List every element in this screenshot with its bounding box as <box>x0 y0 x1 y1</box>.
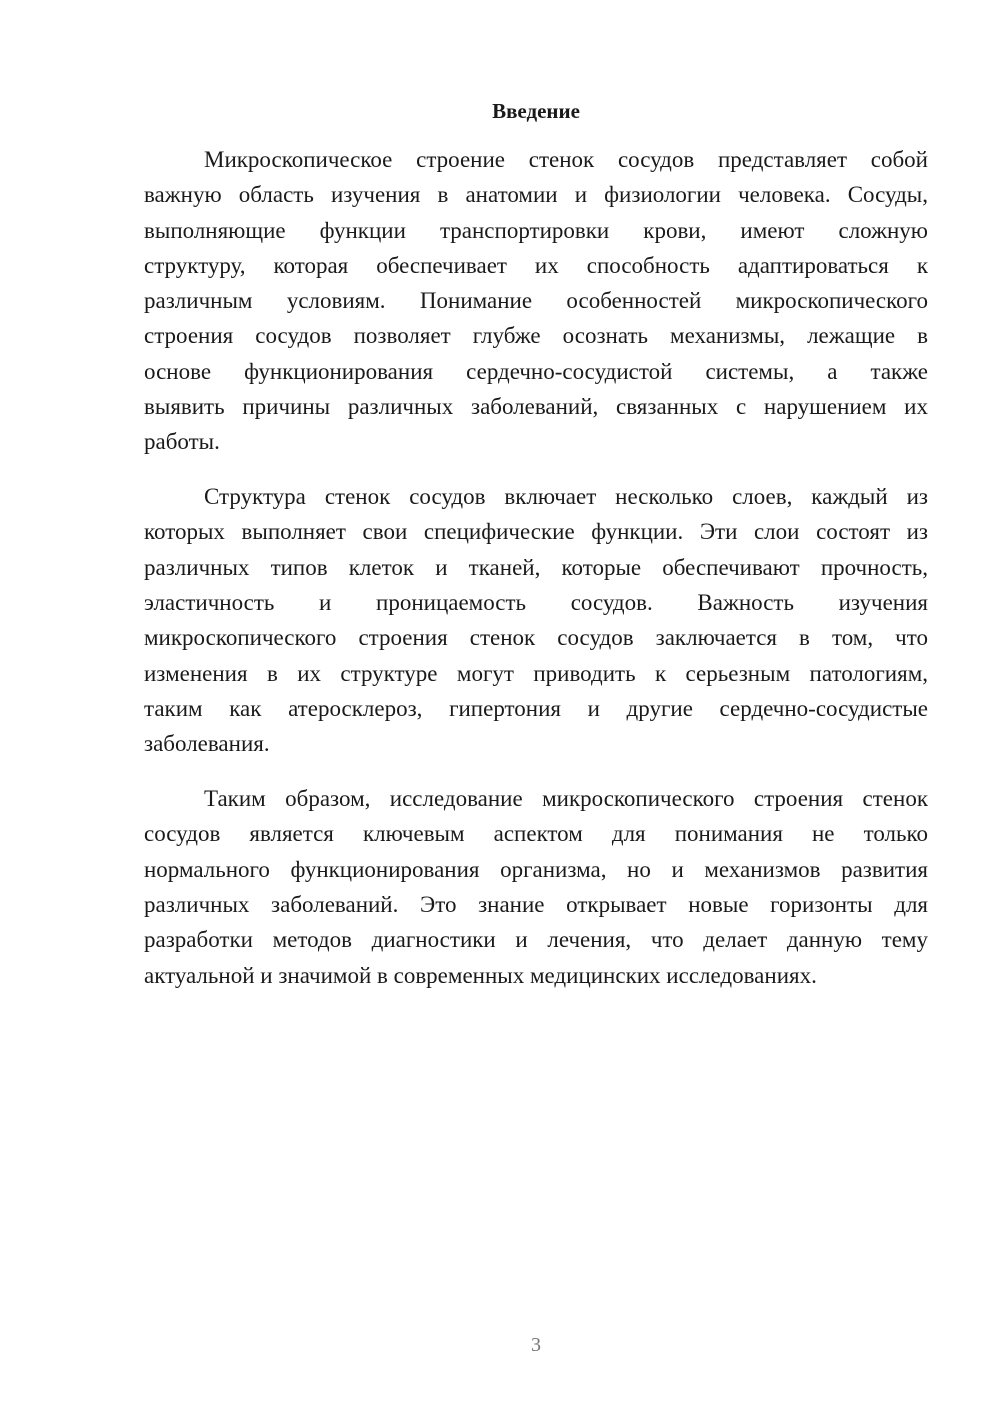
document-body <box>144 142 928 1012</box>
paragraph <box>144 781 928 993</box>
text-line: микроскопического строения стенок сосудов заключается в том, что <box>144 625 928 651</box>
text-line: разработки методов диагностики и лечения, что делает данную тему <box>144 927 928 953</box>
text-line: эластичность и проницаемость сосудов. Важность изучения <box>144 590 928 616</box>
text-line: Структура стенок сосудов включает несколько слоев, каждый из <box>204 484 928 510</box>
text-line: строения сосудов позволяет глубже осознать механизмы, лежащие в <box>144 323 928 349</box>
text-line: основе функционирования сердечно-сосудистой системы, а также <box>144 358 928 384</box>
text-line: изменения в их структуре могут приводить к серьезным патологиям, <box>144 660 928 686</box>
text-line: Таким образом, исследование микроскопического строения стенок <box>204 786 928 812</box>
text-line: сосудов является ключевым аспектом для понимания не только <box>144 821 928 847</box>
section-title: Введение <box>492 99 580 123</box>
text-line: работы. <box>144 429 220 455</box>
text-line: нормального функционирования организма, но и механизмов развития <box>144 856 928 882</box>
text-line: структуру, которая обеспечивает их способность адаптироваться к <box>144 252 928 278</box>
text-line: таким как атеросклероз, гипертония и другие сердечно-сосудистые <box>144 695 928 721</box>
text-line: различных типов клеток и тканей, которые обеспечивают прочность, <box>144 554 928 580</box>
page-number: 3 <box>531 1334 541 1356</box>
text-line: выявить причины различных заболеваний, связанных с нарушением их <box>144 394 928 420</box>
paragraph <box>144 142 928 460</box>
text-line: заболевания. <box>144 731 270 757</box>
text-line: которых выполняет свои специфические функции. Эти слои состоят из <box>144 519 928 545</box>
paragraph <box>144 479 928 761</box>
text-line: Микроскопическое строение стенок сосудов представляет собой <box>204 147 928 172</box>
text-line: различным условиям. Понимание особенностей микроскопического <box>144 288 928 314</box>
text-line: важную область изучения в анатомии и физиологии человека. Сосуды, <box>144 182 928 208</box>
text-line: различных заболеваний. Это знание открывает новые горизонты для <box>144 891 928 917</box>
text-line: выполняющие функции транспортировки крови, имеют сложную <box>144 217 928 243</box>
text-line: актуальной и значимой в современных медицинских исследованиях. <box>144 962 817 988</box>
